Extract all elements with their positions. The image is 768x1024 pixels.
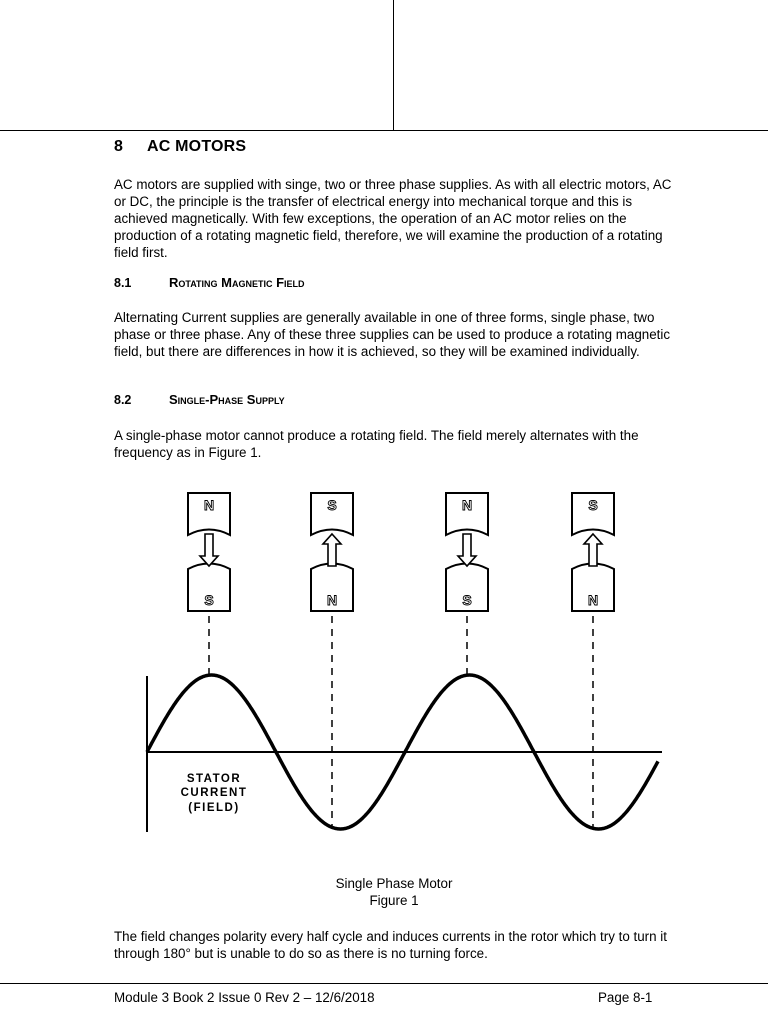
magnet-pair <box>188 493 230 675</box>
subsection-number: 8.1 <box>114 276 132 290</box>
single-phase-diagram <box>0 480 768 870</box>
single-phase-paragraph: A single-phase motor cannot produce a rotating field. The field merely alternates with the frequency as in Figure 1. <box>114 428 639 460</box>
figure-single-phase <box>0 480 768 870</box>
subsection-title: Rotating Magnetic Field <box>169 275 305 290</box>
section-heading <box>114 138 246 156</box>
subsection-number: 8.2 <box>114 393 132 407</box>
section-title: AC MOTORS <box>147 138 247 155</box>
subsection-heading-8-2 <box>114 392 285 407</box>
magnet-pair <box>572 493 614 829</box>
top-pole-letter: N <box>461 497 473 513</box>
figure-caption-title: Single Phase Motor <box>335 876 453 891</box>
magnet-pair <box>446 493 488 675</box>
field-arrow-down-icon <box>458 534 476 566</box>
top-pole-letter: S <box>327 497 337 513</box>
curve-label-line: CURRENT <box>180 787 248 799</box>
magnet-pair <box>311 493 353 829</box>
conclusion-paragraph: The field changes polarity every half cycle and induces currents in the rotor which try to turn it through 180° but is unable to do so as there is no turning force. <box>114 929 668 961</box>
bottom-pole-letter: S <box>204 592 214 608</box>
footer-rule <box>0 983 768 984</box>
curve-label-line: (FIELD) <box>188 802 240 814</box>
bottom-pole-letter: N <box>587 592 599 608</box>
bottom-pole-letter: S <box>462 592 472 608</box>
top-pole-letter: S <box>588 497 598 513</box>
section-number: 8 <box>114 138 124 155</box>
footer-document-id: Module 3 Book 2 Issue 0 Rev 2 – 12/6/2018 <box>114 990 375 1005</box>
subsection-title: Single-Phase Supply <box>169 392 285 407</box>
figure-caption-number: Figure 1 <box>369 893 419 908</box>
header-divider <box>393 0 394 130</box>
footer-page-number: Page 8-1 <box>598 990 653 1005</box>
curve-label-line: STATOR <box>186 773 242 785</box>
field-arrow-down-icon <box>200 534 218 566</box>
subsection-heading-8-1 <box>114 275 305 290</box>
intro-paragraph: AC motors are supplied with singe, two or three phase supplies. As with all electric motors, AC or DC, the principle is the transfer of electrical energy into mechanical torque and this is achieved magnetically. With few exceptions, the operation of an AC motor relies on the production of a rotating magnetic field, therefore, we will examine the production of a rotating field first. <box>114 177 672 260</box>
top-pole-letter: N <box>203 497 215 513</box>
header-rule <box>0 130 768 131</box>
rotating-field-paragraph: Alternating Current supplies are generally available in one of three forms, single phase, two phase or three phase. Any of these three supplies can be used to produce a rotating magnetic field, but there are differences in how it is achieved, so they will be examined individually. <box>114 310 671 359</box>
bottom-pole-letter: N <box>326 592 338 608</box>
field-arrow-up-icon <box>584 534 602 566</box>
field-arrow-up-icon <box>323 534 341 566</box>
